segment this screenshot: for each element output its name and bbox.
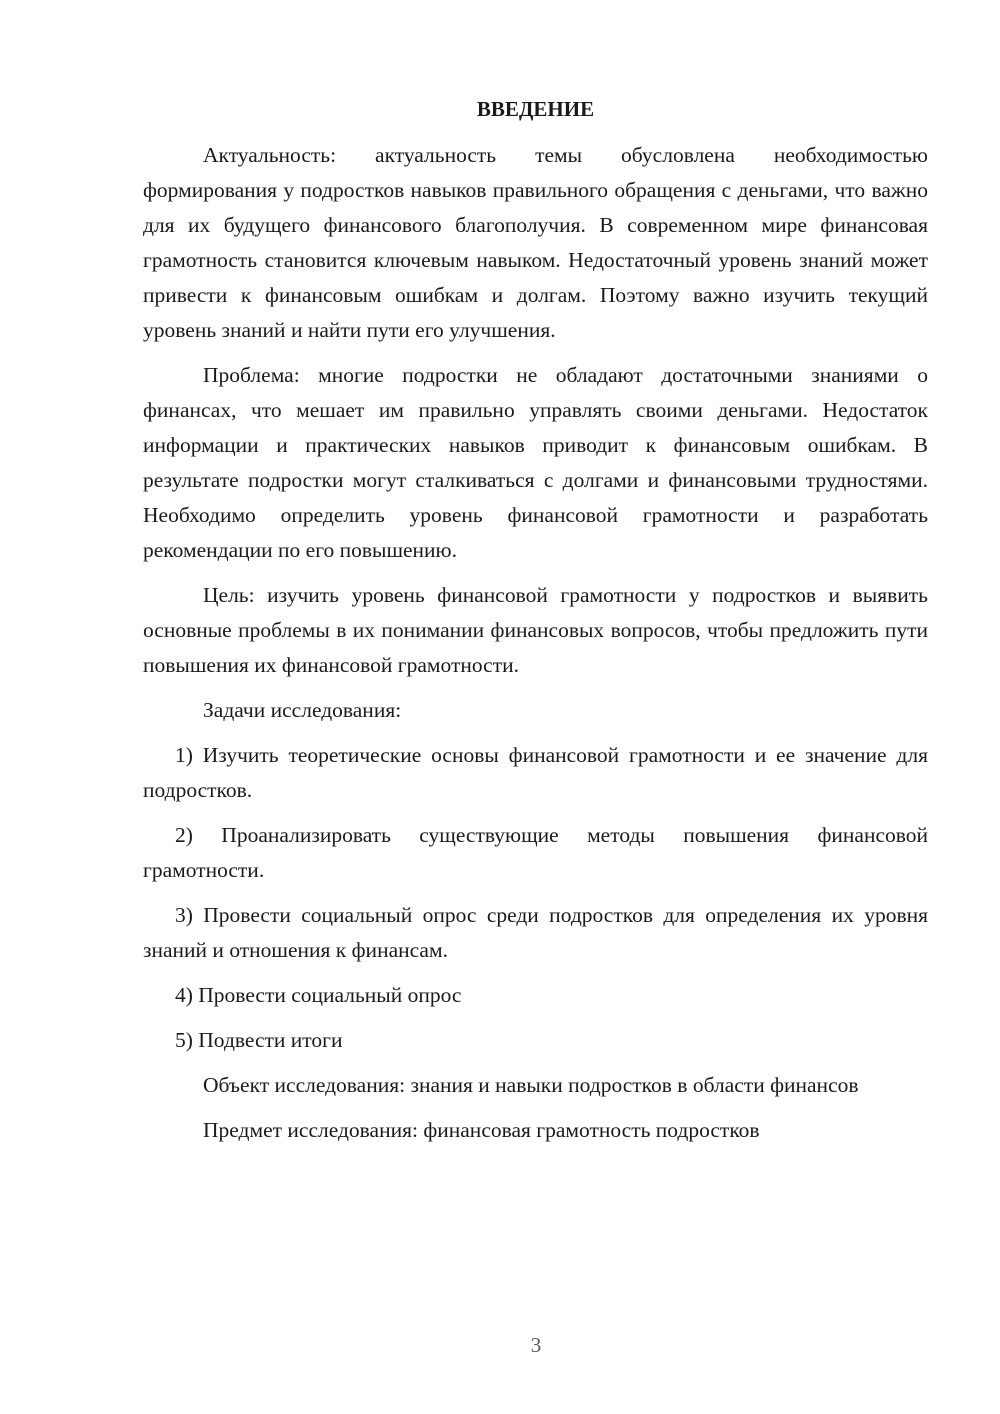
task-item-5: 5) Подвести итоги [175,1028,343,1052]
object-paragraph: Объект исследования: знания и навыки подростков в области финансов [203,1073,859,1097]
problem-paragraph: Проблема: многие подростки не обладают достаточными знаниями о финансах, что мешает им правильно управлять своими деньгами. Недостаток информации и практических навыков приводит к финансовым ошибкам. В результате подростки могут сталкиваться с долгами и финансовыми трудностями. Необходимо определить уровень финансовой грамотности и разработать рекомендации по его повышению. [143,363,928,562]
goal-paragraph: Цель: изучить уровень финансовой грамотности у подростков и выявить основные проблемы в их понимании финансовых вопросов, чтобы предложить пути повышения их финансовой грамотности. [143,583,928,677]
task-item-4: 4) Провести социальный опрос [175,983,462,1007]
page-number: 3 [530,1333,542,1357]
document-page [143,92,928,1158]
task-item-2: 2) Проанализировать существующие методы повышения финансовой грамотности. [143,823,928,882]
tasks-heading: Задачи исследования: [203,698,402,722]
section-title: ВВЕДЕНИЕ [476,97,595,121]
task-item-1: 1) Изучить теоретические основы финансовой грамотности и ее значение для подростков. [143,743,928,802]
relevance-paragraph: Актуальность: актуальность темы обусловлена необходимостью формирования у подростков навыков правильного обращения с деньгами, что важно для их будущего финансового благополучия. В современном мире финансовая грамотность становится ключевым навыком. Недостаточный уровень знаний может привести к финансовым ошибкам и долгам. Поэтому важно изучить текущий уровень знаний и найти пути его улучшения. [143,143,928,342]
task-item-3: 3) Провести социальный опрос среди подростков для определения их уровня знаний и отношения к финансам. [143,903,928,962]
subject-paragraph: Предмет исследования: финансовая грамотность подростков [203,1118,760,1142]
